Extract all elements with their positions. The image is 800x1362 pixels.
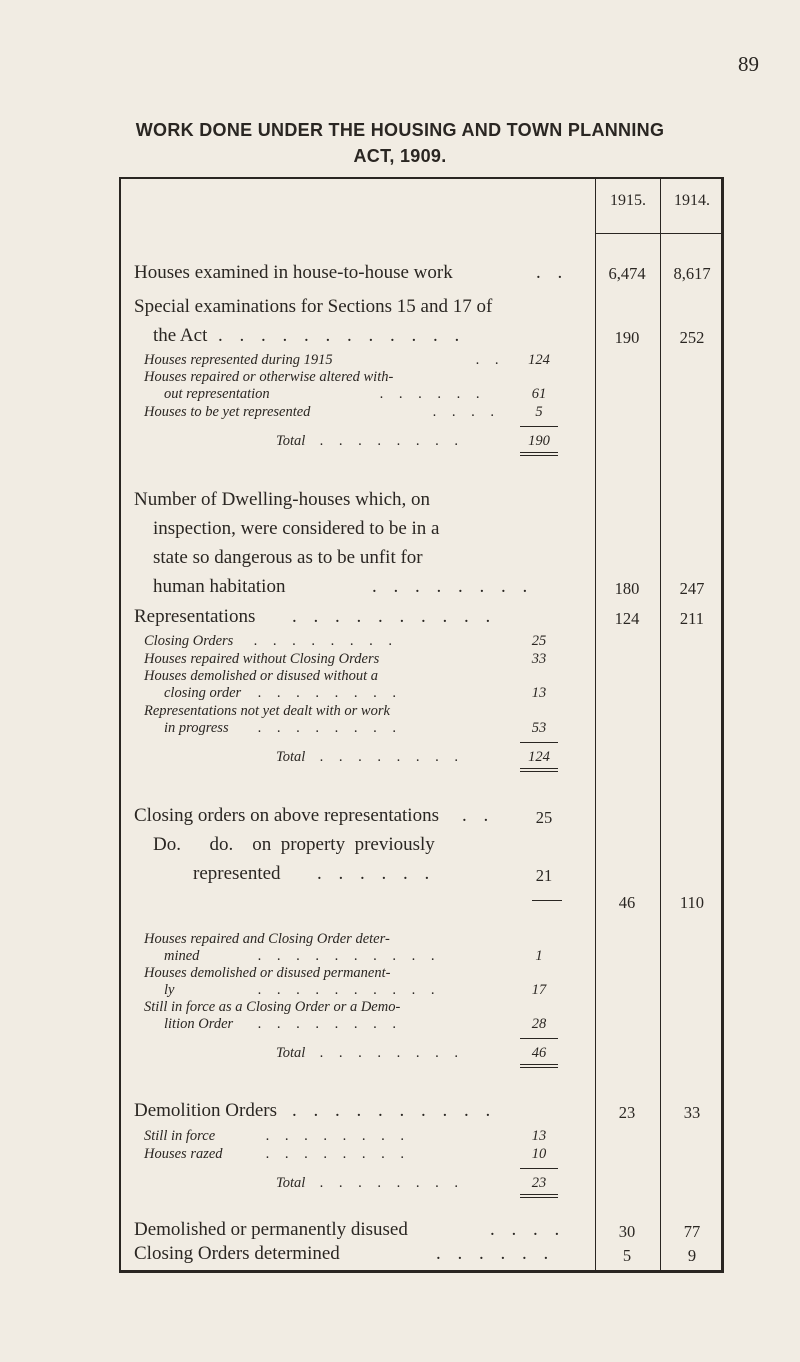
sub-row-value: 5 — [535, 404, 543, 420]
special-exams-1914: 252 — [679, 328, 705, 347]
demolished-1915: 30 — [618, 1222, 636, 1241]
sub-row-label: Still in force as a Closing Order or a Demo- — [144, 999, 401, 1015]
sub-row-value: 13 — [531, 1128, 547, 1144]
special-exams-1915: 190 — [614, 328, 640, 347]
page-number: 89 — [738, 52, 759, 76]
sub-row-label: Houses razed — [144, 1146, 223, 1162]
sub-row-value: 33 — [531, 651, 547, 667]
row-closing-orders-label-3: represented — [193, 863, 281, 884]
closing-orders-1914: 110 — [679, 893, 705, 912]
row-closing-orders-label: Closing orders on above representations — [134, 805, 439, 826]
column-header-1914: 1914. — [674, 192, 710, 209]
sub-row-label: out representation — [164, 386, 270, 402]
sub-row-label: Houses demolished or disused without a — [144, 668, 379, 684]
row-closing-determined-label: Closing Orders determined — [134, 1243, 340, 1264]
row-unfit-label-3: state so dangerous as to be unfit for — [153, 547, 423, 568]
sub-row-label: Houses represented during 1915 — [144, 352, 333, 368]
row-dots: . . . . . . . . — [320, 749, 465, 765]
total-value: 46 — [531, 1045, 547, 1061]
sub-row-label: Houses repaired without Closing Orders — [144, 651, 380, 667]
sub-row-value: 53 — [531, 720, 547, 736]
sub-row-value: 17 — [531, 982, 547, 998]
row-unfit-label-4: human habitation — [153, 576, 286, 597]
row-dots: . . . . . . . . . . — [258, 982, 441, 998]
total-double-rule — [520, 768, 558, 772]
row-dots: . . . . . . — [317, 863, 436, 884]
closing-orders-1915: 46 — [618, 893, 636, 912]
total-double-rule — [520, 1064, 558, 1068]
row-dots: . . . . . . . . . . — [292, 606, 497, 627]
row-houses-examined-label: Houses examined in house-to-house work — [134, 262, 453, 283]
row-demolished-label: Demolished or permanently disused — [134, 1219, 408, 1240]
row-special-exams-label-2: the Act — [153, 325, 208, 346]
sub-row-label: Closing Orders — [144, 633, 234, 649]
sum-rule — [532, 900, 562, 901]
row-dots: . . . . . . . . — [258, 720, 403, 736]
total-double-rule — [520, 452, 558, 456]
representations-1914: 211 — [679, 609, 705, 628]
closing-orders-prev-value: 21 — [535, 866, 553, 885]
sub-row-label: in progress — [164, 720, 229, 736]
row-closing-orders-label-2: Do. do. on property previously — [153, 834, 435, 855]
sub-row-label: Houses repaired or otherwise altered with- — [144, 369, 394, 385]
row-dots: . . — [462, 805, 495, 826]
demolished-1914: 77 — [683, 1222, 701, 1241]
sub-row-label: Houses to be yet represented — [144, 404, 311, 420]
total-label: Total — [276, 1175, 306, 1191]
sub-row-label: Houses repaired and Closing Order deter- — [144, 931, 390, 947]
row-dots: . . . . — [433, 404, 501, 420]
sum-rule — [520, 1168, 558, 1169]
houses-examined-1915: 6,474 — [608, 264, 646, 283]
total-value: 23 — [531, 1175, 547, 1191]
row-dots: . . . . . . . . . . . . — [218, 325, 466, 346]
header-underline-1914 — [660, 233, 724, 234]
sub-row-label: Representations not yet dealt with or work — [144, 703, 390, 719]
closing-determined-1915: 5 — [622, 1246, 632, 1265]
demolition-1915: 23 — [618, 1103, 636, 1122]
row-dots: . . . . . . . . . . — [258, 948, 441, 964]
sum-rule — [520, 426, 558, 427]
row-dots: . . . . . . . . — [258, 1016, 403, 1032]
sub-row-label: Houses demolished or disused permanent- — [144, 965, 391, 981]
sub-row-value: 10 — [531, 1146, 547, 1162]
row-dots: . . . . . . . . — [320, 1045, 465, 1061]
row-dots: . . . . . . . . — [320, 433, 465, 449]
row-representations-label: Representations — [134, 606, 256, 627]
header-underline-1915 — [595, 233, 660, 234]
row-dots: . . . . . . — [380, 386, 486, 402]
demolition-1914: 33 — [683, 1103, 701, 1122]
sub-row-value: 1 — [535, 948, 543, 964]
representations-1915: 124 — [614, 609, 640, 628]
page-subtitle: ACT, 1909. — [353, 146, 447, 166]
row-dots: . . . . . . . . — [258, 685, 403, 701]
column-header-1915: 1915. — [610, 192, 646, 209]
unfit-1915: 180 — [614, 579, 640, 598]
sub-row-value: 124 — [528, 352, 550, 368]
row-special-exams-label: Special examinations for Sections 15 and 17 of — [134, 296, 493, 317]
houses-examined-1914: 8,617 — [673, 264, 711, 283]
total-label: Total — [276, 433, 306, 449]
row-dots: . . — [536, 262, 569, 283]
row-unfit-label-2: inspection, were considered to be in a — [153, 518, 440, 539]
row-dots: . . . . . . — [436, 1243, 555, 1264]
sub-row-value: 61 — [531, 386, 547, 402]
sub-row-label: mined — [164, 948, 200, 964]
row-dots: . . — [476, 352, 505, 368]
column-divider-1914 — [660, 177, 661, 1273]
total-value: 124 — [528, 749, 550, 765]
sub-row-value: 25 — [531, 633, 547, 649]
sub-row-value: 28 — [531, 1016, 547, 1032]
column-divider-1915 — [595, 177, 596, 1273]
row-dots: . . . . . . . . — [266, 1128, 411, 1144]
sub-row-value: 13 — [531, 685, 547, 701]
row-dots: . . . . . . . . . . — [292, 1100, 497, 1121]
total-label: Total — [276, 1045, 306, 1061]
total-value: 190 — [528, 433, 550, 449]
sum-rule — [520, 1038, 558, 1039]
total-label: Total — [276, 749, 306, 765]
row-dots: . . . . — [490, 1219, 566, 1240]
unfit-1914: 247 — [679, 579, 705, 598]
sub-row-label: lition Order — [164, 1016, 234, 1032]
closing-orders-value: 25 — [535, 808, 553, 827]
closing-determined-1914: 9 — [687, 1246, 697, 1265]
row-dots: . . . . . . . . — [254, 633, 399, 649]
sum-rule — [520, 742, 558, 743]
sub-row-label: Still in force — [144, 1128, 216, 1144]
row-dots: . . . . . . . . — [266, 1146, 411, 1162]
sub-row-label: ly — [164, 982, 175, 998]
row-unfit-label: Number of Dwelling-houses which, on — [134, 489, 431, 510]
sub-row-label: closing order — [164, 685, 242, 701]
row-demolition-label: Demolition Orders — [134, 1100, 278, 1121]
total-double-rule — [520, 1194, 558, 1198]
row-dots: . . . . . . . . — [372, 576, 534, 597]
row-dots: . . . . . . . . — [320, 1175, 465, 1191]
page-title: WORK DONE UNDER THE HOUSING AND TOWN PLANNING — [135, 120, 665, 140]
